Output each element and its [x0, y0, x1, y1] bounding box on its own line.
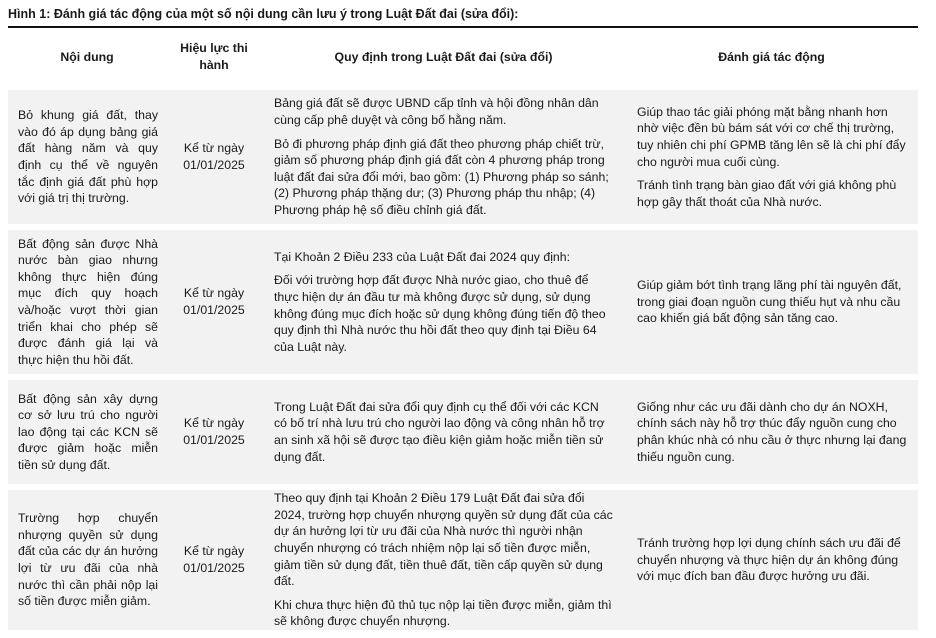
table-row — [8, 487, 918, 633]
cell-content: Bất động sản xây dựng cơ sở lưu trú cho người lao động tại các KCN sẽ được giảm hoặc miễn tiền sử dụng đất. — [8, 377, 166, 487]
cell-regulation — [262, 227, 625, 377]
cell-regulation — [262, 87, 625, 227]
header-content: Nội dung — [8, 30, 166, 87]
regulation-paragraph: Bảng giá đất sẽ được UBND cấp tỉnh và hội đồng nhân dân cùng cấp phê duyệt và công bố hằng năm. — [274, 96, 599, 128]
cell-content: Bỏ khung giá đất, thay vào đó áp dụng bảng giá đất hàng năm và quy định cụ thể về nguyên tắc định giá đất phù hợp với giá trị thị trường. — [8, 87, 166, 227]
cell-impact — [625, 377, 918, 487]
cell-impact — [625, 87, 918, 227]
cell-regulation — [262, 377, 625, 487]
regulation-paragraph: Bỏ đi phương pháp định giá đất theo phương pháp chiết trừ, giảm số phương pháp định giá đất còn 4 phương pháp trong luật đất đai sửa đổi mới, bao gồm: (1) Phương pháp so sánh; (2) Phương pháp thặng dư; (3) Phương pháp thu nhập; (4) Phương pháp hệ số điều chỉnh giá đất. — [274, 136, 609, 217]
header-impact: Đánh giá tác động — [625, 30, 918, 87]
figure-title: Hình 1: Đánh giá tác động của một số nội dung cần lưu ý trong Luật Đất đai (sửa đổi): — [8, 7, 519, 21]
cell-effective: Kể từ ngày 01/01/2025 — [166, 377, 262, 487]
impact-table — [8, 30, 918, 636]
regulation-paragraph: Tại Khoản 2 Điều 233 của Luật Đất đai 2024 quy định: — [274, 249, 571, 264]
regulation-paragraph: Khi chưa thực hiện đủ thủ tục nộp lại tiền được miễn, giảm thì sẽ không được chuyển nhượng. — [274, 597, 612, 629]
header-row — [8, 30, 918, 87]
cell-effective: Kể từ ngày 01/01/2025 — [166, 487, 262, 633]
impact-paragraph: Tránh tình trạng bàn giao đất với giá không phù hợp gây thất thoát của Nhà nước. — [637, 178, 897, 209]
cell-content: Bất động sản được Nhà nước bàn giao nhưng không thực hiện đúng mục đích quy hoạch và/hoặc vượt thời gian triển khai cho phép sẽ được đánh giá lại và thực hiện thu hồi đất. — [8, 227, 166, 377]
regulation-paragraph: Đối với trường hợp đất được Nhà nước giao, cho thuê để thực hiện dự án đầu tư mà không được sử dụng, sử dụng không đúng mục đích hoặc sử dụng không đúng tiến độ theo quy định thì Nhà nước thu hồi đất theo quy định tại Điều 64 của Luật này. — [274, 273, 606, 354]
table-row — [8, 227, 918, 377]
cell-effective: Kể từ ngày 01/01/2025 — [166, 227, 262, 377]
cell-content: Trường hợp chuyển nhượng quyền sử dụng đất của các dự án hưởng lợi từ ưu đãi của nhà nước thì cần phải nộp lại số tiền được miễn giảm. — [8, 487, 166, 633]
impact-paragraph: Tránh trường hợp lợi dụng chính sách ưu đãi để chuyển nhượng và thực hiện dự án không đúng với mục đích ban đầu được hưởng ưu đãi. — [637, 536, 901, 584]
cell-effective: Kể từ ngày 01/01/2025 — [166, 87, 262, 227]
impact-paragraph: Giống như các ưu đãi dành cho dự án NOXH, chính sách này hỗ trợ thúc đẩy nguồn cung cho phân khúc nhà có nhu cầu ở thực nhưng lại đang thiếu nguồn cung. — [637, 399, 907, 464]
regulation-paragraph: Trong Luật Đất đai sửa đổi quy định cụ thể đối với các KCN có bố trí nhà lưu trú cho người lao động và công nhân hỗ trợ an sinh xã hội sẽ được tạo điều kiện giảm hoặc miễn tiền sử dụng đất. — [274, 399, 605, 464]
table-row — [8, 87, 918, 227]
top-rule — [8, 26, 918, 28]
impact-paragraph: Giúp thao tác giải phóng mặt bằng nhanh hơn nhờ việc đền bù bám sát với cơ chế thị trường, tuy nhiên chi phí GPMB tăng lên sẽ là chi phí đẩy cho người mua cuối cùng. — [637, 104, 906, 169]
cell-impact — [625, 227, 918, 377]
cell-impact — [625, 487, 918, 633]
table-row — [8, 377, 918, 487]
cell-regulation — [262, 487, 625, 633]
header-regulation: Quy định trong Luật Đất đai (sửa đổi) — [262, 30, 625, 87]
header-effective: Hiệu lực thi hành — [166, 30, 262, 87]
impact-paragraph: Giúp giảm bớt tình trạng lãng phí tài nguyên đất, trong giai đoạn nguồn cung thiếu hụt và nhu cầu cao khiến giá bất động sản tăng cao. — [637, 278, 902, 326]
regulation-paragraph: Theo quy định tại Khoản 2 Điều 179 Luật Đất đai sửa đổi 2024, trường hợp chuyển nhượng quyền sử dụng đất của các dự án hưởng lợi từ ưu đãi của Nhà nước thì người nhận chuyển nhượng có trách nhiệm nộp lại số tiền được miễn, giảm tiền sử dụng đất, tiền thuê đất, tiền cấp quyền sử dụng đất. — [274, 491, 613, 589]
